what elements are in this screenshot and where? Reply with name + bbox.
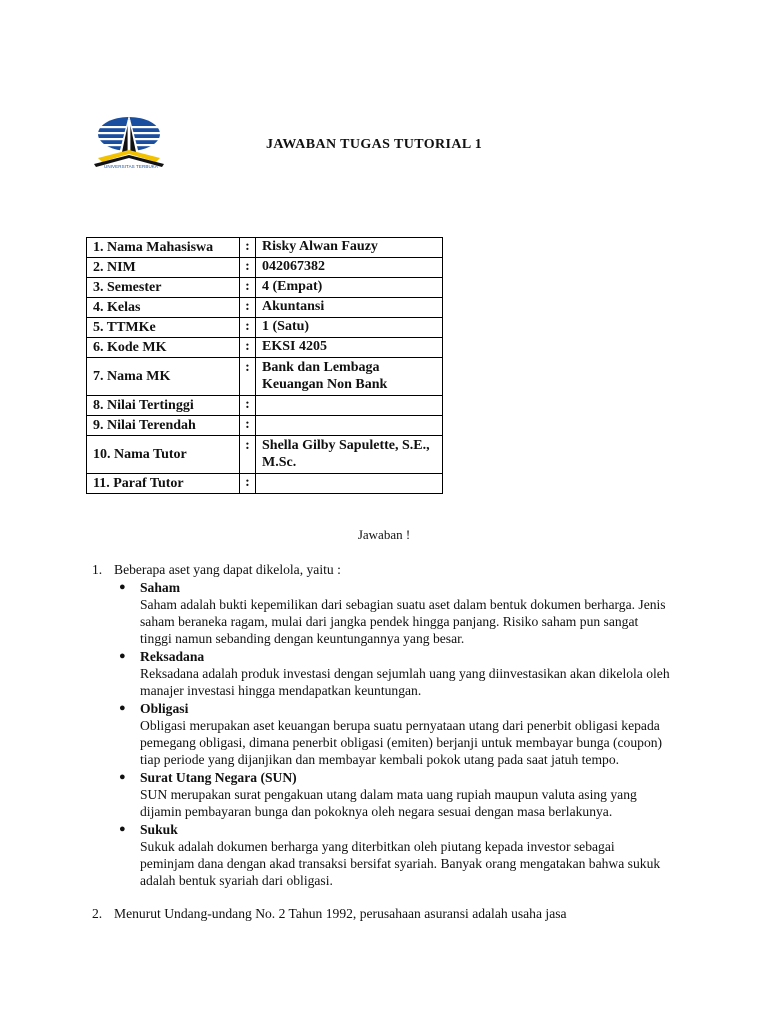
item-title: Obligasi — [140, 701, 189, 716]
item-description: Obligasi merupakan aset keuangan berupa suatu pernyataan utang dari penerbit obligasi kepada pemegang obligasi, dimana penerbit obligasi (emiten) berjanji untuk membayar bunga (coupon) tiap periode yang dijanjikan dan membayar kembali pokok utang pada saat jatuh tempo. — [140, 718, 663, 767]
row-label: 5. TTMKe — [87, 318, 240, 338]
row-separator: : — [240, 436, 256, 474]
bullet-icon: ● — [119, 823, 126, 835]
row-label: 10. Nama Tutor — [87, 436, 240, 474]
row-separator: : — [240, 298, 256, 318]
bullet-icon: ● — [119, 702, 126, 714]
row-label: 6. Kode MK — [87, 338, 240, 358]
list-item — [119, 821, 672, 889]
table-row — [87, 358, 443, 396]
item-description: Sukuk adalah dokumen berharga yang diterbitkan oleh piutang kepada investor sebagai peminjam dana dengan akad transaksi bersifat syariah. Banyak orang mengatakan bahwa sukuk adalah bentuk syariah dari obligasi. — [140, 839, 661, 888]
table-row — [87, 278, 443, 298]
list-item — [119, 579, 672, 647]
answer-1 — [92, 561, 672, 889]
bullet-icon: ● — [119, 650, 126, 662]
row-separator: : — [240, 396, 256, 416]
list-item — [119, 648, 672, 699]
row-label: 3. Semester — [87, 278, 240, 298]
jawaban-heading: Jawaban ! — [357, 527, 411, 542]
row-value: Risky Alwan Fauzy — [256, 238, 443, 258]
table-row — [87, 318, 443, 338]
row-separator: : — [240, 258, 256, 278]
logo-caption: UNIVERSITAS TERBUKA — [104, 164, 158, 169]
table-row — [87, 416, 443, 436]
row-value: 1 (Satu) — [256, 318, 443, 338]
answer-text: Menurut Undang-undang No. 2 Tahun 1992, perusahaan asuransi adalah usaha jasa — [114, 906, 567, 921]
row-separator: : — [240, 474, 256, 494]
item-description: SUN merupakan surat pengakuan utang dalam mata uang rupiah maupun valuta asing yang dijamin pembayaran bunga dan pokoknya oleh negara sesuai dengan masa berlakunya. — [140, 787, 637, 819]
row-value — [256, 396, 443, 416]
row-label: 1. Nama Mahasiswa — [87, 238, 240, 258]
item-title: Reksadana — [140, 649, 205, 664]
row-separator: : — [240, 318, 256, 338]
row-separator: : — [240, 238, 256, 258]
row-value: Bank dan Lembaga Keuangan Non Bank — [256, 358, 443, 396]
row-label: 11. Paraf Tutor — [87, 474, 240, 494]
table-row — [87, 298, 443, 318]
item-description: Saham adalah bukti kepemilikan dari sebagian suatu aset dalam bentuk dokumen berharga. Jenis saham beraneka ragam, mulai dari jangka pendek hingga panjang. Risiko saham pun sangat tinggi namun sebanding dengan keuntungannya yang besar. — [140, 597, 666, 646]
answer-intro: Beberapa aset yang dapat dikelola, yaitu : — [114, 562, 341, 577]
table-row — [87, 338, 443, 358]
answer-number: 1. — [92, 562, 103, 577]
list-item — [119, 700, 672, 768]
row-value: 4 (Empat) — [256, 278, 443, 298]
row-label: 2. NIM — [87, 258, 240, 278]
row-separator: : — [240, 278, 256, 298]
row-value: EKSI 4205 — [256, 338, 443, 358]
row-value — [256, 416, 443, 436]
row-separator: : — [240, 338, 256, 358]
asset-list — [114, 579, 672, 889]
table-row — [87, 396, 443, 416]
row-label: 9. Nilai Terendah — [87, 416, 240, 436]
student-info-table — [86, 237, 443, 494]
answer-body — [92, 561, 672, 922]
item-description: Reksadana adalah produk investasi dengan sejumlah uang yang diinvestasikan akan dikelola oleh manajer investasi hingga mendapatkan keuntungan. — [140, 666, 670, 698]
answer-number: 2. — [92, 906, 103, 921]
item-title: Sukuk — [140, 822, 178, 837]
table-row — [87, 238, 443, 258]
table-row — [87, 474, 443, 494]
row-value — [256, 474, 443, 494]
row-value: 042067382 — [256, 258, 443, 278]
row-value: Shella Gilby Sapulette, S.E., M.Sc. — [256, 436, 443, 474]
list-item — [119, 769, 672, 820]
item-title: Saham — [140, 580, 181, 595]
item-title: Surat Utang Negara (SUN) — [140, 770, 297, 785]
page-title: JAWABAN TUGAS TUTORIAL 1 — [266, 137, 483, 152]
row-separator: : — [240, 358, 256, 396]
row-value: Akuntansi — [256, 298, 443, 318]
row-label: 7. Nama MK — [87, 358, 240, 396]
table-row — [87, 436, 443, 474]
row-separator: : — [240, 416, 256, 436]
bullet-icon: ● — [119, 771, 126, 783]
table-row — [87, 258, 443, 278]
row-label: 4. Kelas — [87, 298, 240, 318]
bullet-icon: ● — [119, 581, 126, 593]
row-label: 8. Nilai Tertinggi — [87, 396, 240, 416]
answer-2 — [92, 905, 672, 922]
